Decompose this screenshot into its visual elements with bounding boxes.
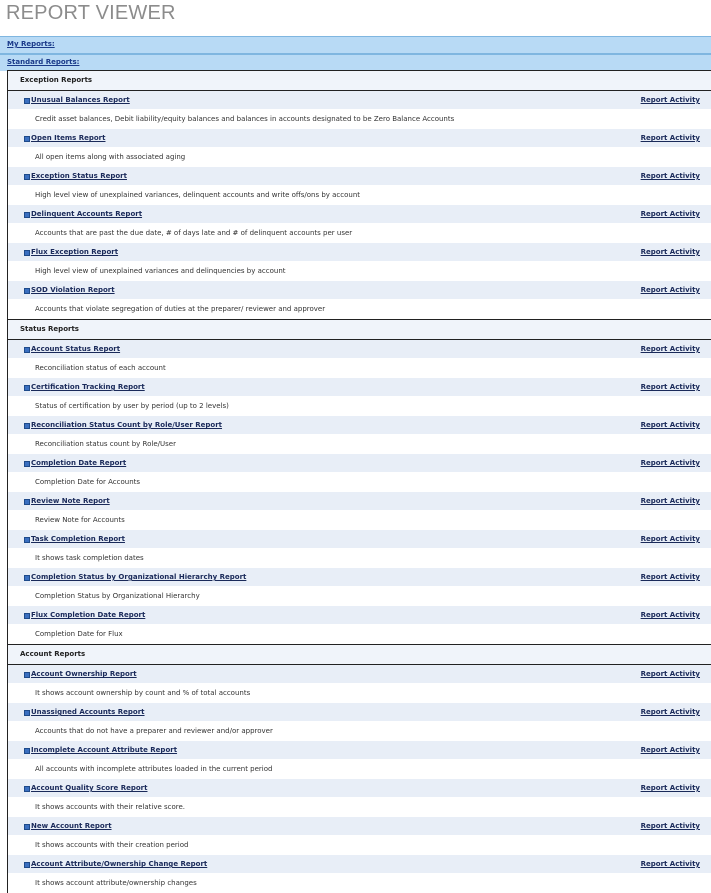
bullet-icon [24, 385, 30, 391]
report-row [8, 741, 711, 760]
report-activity-link[interactable]: Report Activity [640, 96, 700, 104]
report-description-row [8, 798, 711, 817]
report-description-row [8, 435, 711, 454]
report-description: It shows accounts with their relative score. [35, 803, 186, 811]
my-reports-link[interactable]: My Reports: [7, 40, 55, 48]
bullet-icon [24, 537, 30, 543]
report-description: Reconciliation status count by Role/User [35, 440, 176, 448]
report-activity-link[interactable]: Report Activity [640, 497, 700, 505]
report-description: Accounts that do not have a preparer and reviewer and/or approver [35, 727, 273, 735]
report-description-row [8, 587, 711, 606]
report-row [8, 281, 711, 300]
report-description-row [8, 224, 711, 243]
report-description-row [8, 511, 711, 530]
report-description: It shows task completion dates [35, 554, 144, 562]
report-link[interactable]: Completion Date Report [31, 459, 127, 467]
bullet-icon [24, 613, 30, 619]
report-activity-link[interactable]: Report Activity [640, 248, 700, 256]
section-header [8, 644, 711, 665]
report-description-row [8, 186, 711, 205]
report-link[interactable]: Account Attribute/Ownership Change Report [31, 860, 208, 868]
report-description: Reconciliation status of each account [35, 364, 166, 372]
bullet-icon [24, 862, 30, 868]
report-description-row [8, 625, 711, 644]
section-title: Account Reports [20, 650, 86, 658]
report-activity-link[interactable]: Report Activity [640, 172, 700, 180]
report-link[interactable]: New Account Report [31, 822, 112, 830]
report-activity-link[interactable]: Report Activity [640, 822, 700, 830]
report-row [8, 129, 711, 148]
report-activity-link[interactable]: Report Activity [640, 784, 700, 792]
report-link[interactable]: Delinquent Accounts Report [31, 210, 143, 218]
report-row [8, 454, 711, 473]
bullet-icon [24, 174, 30, 180]
page-title: REPORT VIEWER [6, 2, 176, 24]
report-link[interactable]: Reconciliation Status Count by Role/User Report [31, 421, 223, 429]
report-link[interactable]: Unusual Balances Report [31, 96, 130, 104]
report-activity-link[interactable]: Report Activity [640, 421, 700, 429]
bullet-icon [24, 212, 30, 218]
bullet-icon [24, 824, 30, 830]
report-link[interactable]: Account Quality Score Report [31, 784, 148, 792]
report-description-row [8, 684, 711, 703]
report-description: It shows account attribute/ownership changes [35, 879, 197, 887]
report-description-row [8, 148, 711, 167]
bullet-icon [24, 575, 30, 581]
report-activity-link[interactable]: Report Activity [640, 459, 700, 467]
report-description: Accounts that are past the due date, # of days late and # of delinquent accounts per user [35, 229, 353, 237]
bullet-icon [24, 136, 30, 142]
report-link[interactable]: SOD Violation Report [31, 286, 115, 294]
report-description: High level view of unexplained variances, delinquent accounts and write offs/ons by account [35, 191, 361, 199]
report-row [8, 817, 711, 836]
section-title: Status Reports [20, 325, 79, 333]
report-link[interactable]: Flux Exception Report [31, 248, 119, 256]
bullet-icon [24, 288, 30, 294]
report-activity-link[interactable]: Report Activity [640, 134, 700, 142]
report-link[interactable]: Account Ownership Report [31, 670, 137, 678]
report-activity-link[interactable]: Report Activity [640, 210, 700, 218]
report-description-row [8, 397, 711, 416]
report-link[interactable]: Review Note Report [31, 497, 110, 505]
report-row [8, 205, 711, 224]
report-row [8, 91, 711, 110]
report-description-row [8, 760, 711, 779]
report-description-row [8, 473, 711, 492]
report-description: Credit asset balances, Debit liability/equity balances and balances in accounts designated to be Zero Balance Accounts [35, 115, 455, 123]
bullet-icon [24, 98, 30, 104]
report-activity-link[interactable]: Report Activity [640, 670, 700, 678]
report-row [8, 665, 711, 684]
report-description-row [8, 836, 711, 855]
report-link[interactable]: Flux Completion Date Report [31, 611, 146, 619]
bullet-icon [24, 710, 30, 716]
report-description-row [8, 359, 711, 378]
report-link[interactable]: Open Items Report [31, 134, 106, 142]
report-link[interactable]: Exception Status Report [31, 172, 127, 180]
report-description: It shows account ownership by count and % of total accounts [35, 689, 251, 697]
standard-reports-bar [0, 54, 711, 71]
report-activity-link[interactable]: Report Activity [640, 535, 700, 543]
report-link[interactable]: Unassigned Accounts Report [31, 708, 145, 716]
bullet-icon [24, 423, 30, 429]
bullet-icon [24, 347, 30, 353]
standard-reports-link[interactable]: Standard Reports: [7, 58, 80, 66]
report-description: It shows accounts with their creation period [35, 841, 189, 849]
report-row [8, 568, 711, 587]
report-link[interactable]: Incomplete Account Attribute Report [31, 746, 178, 754]
report-row [8, 492, 711, 511]
bullet-icon [24, 748, 30, 754]
report-activity-link[interactable]: Report Activity [640, 611, 700, 619]
report-link[interactable]: Certification Tracking Report [31, 383, 145, 391]
my-reports-bar [0, 36, 711, 55]
report-link[interactable]: Completion Status by Organizational Hierarchy Report [31, 573, 247, 581]
report-activity-link[interactable]: Report Activity [640, 345, 700, 353]
report-row [8, 606, 711, 625]
report-description: Accounts that violate segregation of duties at the preparer/ reviewer and approver [35, 305, 326, 313]
report-activity-link[interactable]: Report Activity [640, 573, 700, 581]
report-description: Completion Status by Organizational Hierarchy [35, 592, 200, 600]
report-row [8, 703, 711, 722]
report-description: All accounts with incomplete attributes loaded in the current period [35, 765, 273, 773]
bullet-icon [24, 250, 30, 256]
report-row [8, 340, 711, 359]
section-header [8, 319, 711, 340]
bullet-icon [24, 461, 30, 467]
bullet-icon [24, 786, 30, 792]
report-list [7, 70, 711, 893]
report-description-row [8, 262, 711, 281]
report-description-row [8, 722, 711, 741]
report-description: Review Note for Accounts [35, 516, 125, 524]
bullet-icon [24, 499, 30, 505]
report-row [8, 416, 711, 435]
report-activity-link[interactable]: Report Activity [640, 708, 700, 716]
report-row [8, 855, 711, 874]
report-description-row [8, 300, 711, 319]
section-title: Exception Reports [20, 76, 93, 84]
report-description: Status of certification by user by period (up to 2 levels) [35, 402, 229, 410]
report-description: Completion Date for Flux [35, 630, 123, 638]
report-description: High level view of unexplained variances and delinquencies by account [35, 267, 286, 275]
report-row [8, 243, 711, 262]
report-description: All open items along with associated aging [35, 153, 186, 161]
bullet-icon [24, 672, 30, 678]
report-description-row [8, 874, 711, 893]
report-activity-link[interactable]: Report Activity [640, 383, 700, 391]
report-row [8, 530, 711, 549]
report-row [8, 167, 711, 186]
report-description: Completion Date for Accounts [35, 478, 141, 486]
report-activity-link[interactable]: Report Activity [640, 746, 700, 754]
report-link[interactable]: Task Completion Report [31, 535, 125, 543]
report-activity-link[interactable]: Report Activity [640, 860, 700, 868]
report-link[interactable]: Account Status Report [31, 345, 121, 353]
report-row [8, 378, 711, 397]
section-header [8, 70, 711, 91]
report-activity-link[interactable]: Report Activity [640, 286, 700, 294]
report-description-row [8, 549, 711, 568]
report-description-row [8, 110, 711, 129]
report-row [8, 779, 711, 798]
